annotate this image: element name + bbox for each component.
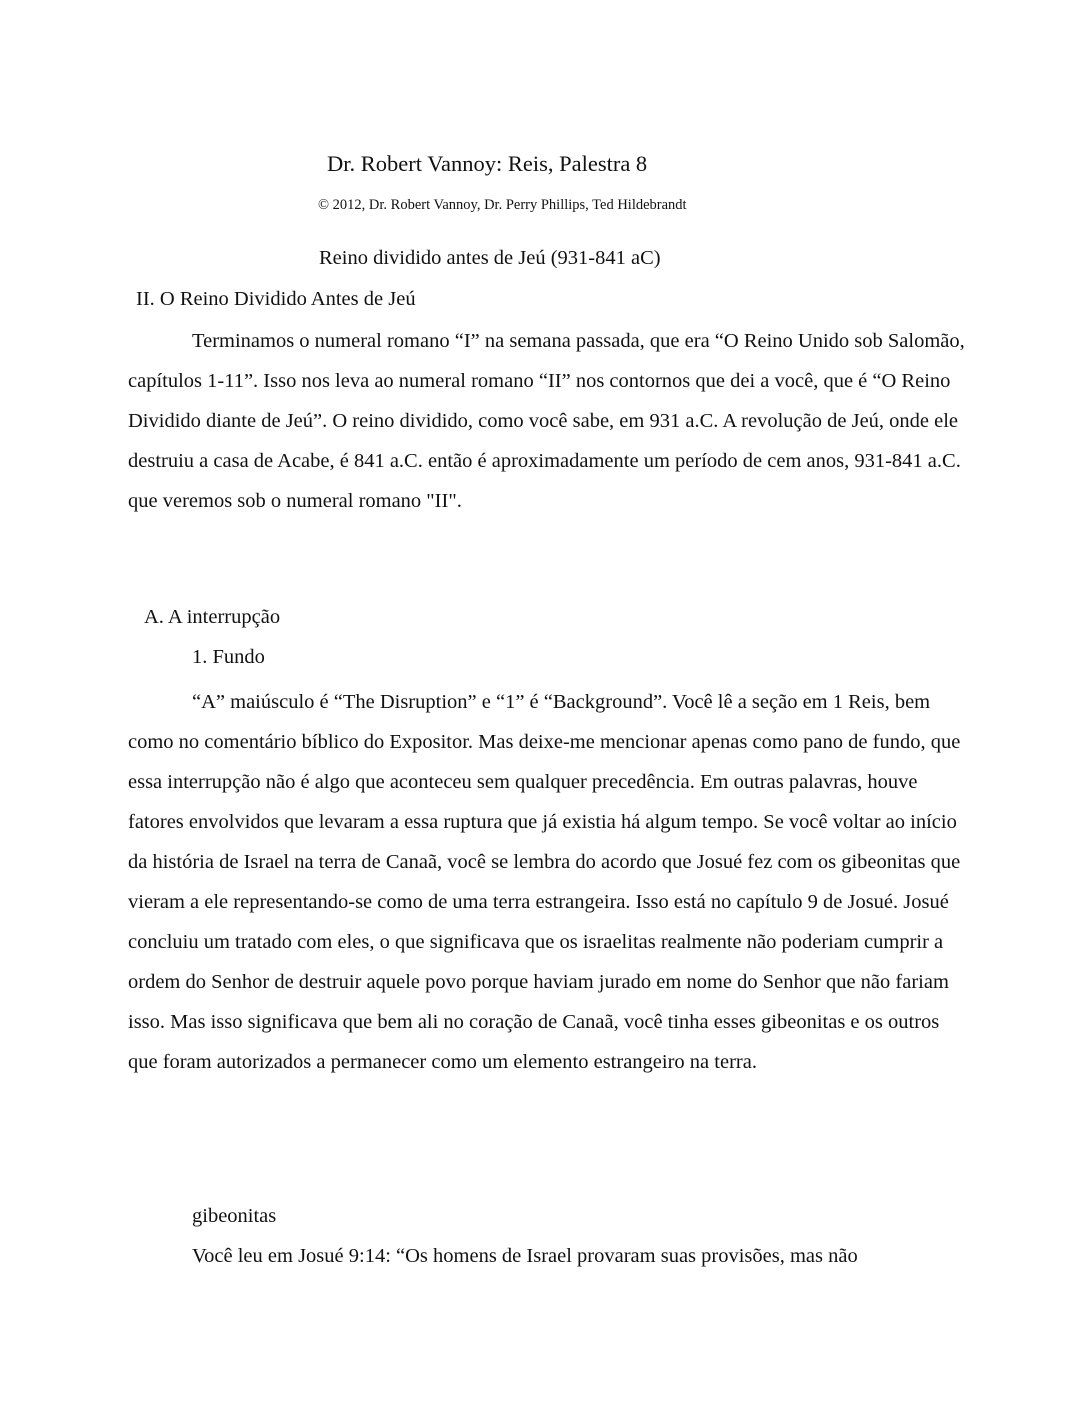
body-paragraph-1: Terminamos o numeral romano “I” na semana passada, que era “O Reino Unido sob Salomão, capítulos 1-11”. Isso nos leva ao numeral romano “II” nos contornos que dei a você, que é “O Reino Dividido diante de Jeú”. O reino dividido, como você sabe, em 931 a.C. A revolução de Jeú, onde ele destruiu a casa de Acabe, é 841 a.C. então é aproximadamente um período de cem anos, 931-841 a.C. que veremos sob o numeral romano "II". <box>128 330 965 512</box>
subheading-1: 1. Fundo <box>192 646 265 668</box>
section-heading: II. O Reino Dividido Antes de Jeú <box>136 288 416 310</box>
subheading-gibeonites: gibeonitas <box>192 1205 277 1227</box>
body-paragraph-3-start: Você leu em Josué 9:14: “Os homens de Israel provaram suas provisões, mas não <box>192 1245 858 1267</box>
copyright-notice: © 2012, Dr. Robert Vannoy, Dr. Perry Phillips, Ted Hildebrandt <box>318 197 687 213</box>
document-subtitle: Reino dividido antes de Jeú (931-841 aC) <box>319 247 661 269</box>
subheading-a: A. A interrupção <box>144 606 281 628</box>
document-title: Dr. Robert Vannoy: Reis, Palestra 8 <box>327 151 648 176</box>
body-paragraph-2: “A” maiúsculo é “The Disruption” e “1” é “Background”. Você lê a seção em 1 Reis, bem como no comentário bíblico do Expositor. Mas deixe-me mencionar apenas como pano de fundo, que essa interrupção não é algo que aconteceu sem qualquer precedência. Em outras palavras, houve fatores envolvidos que levaram a essa ruptura que já existia há algum tempo. Se você voltar ao início da história de Israel na terra de Canaã, você se lembra do acordo que Josué fez com os gibeonitas que vieram a ele representando-se como de uma terra estrangeira. Isso está no capítulo 9 de Josué. Josué concluiu um tratado com eles, o que significava que os israelitas realmente não poderiam cumprir a ordem do Senhor de destruir aquele povo porque haviam jurado em nome do Senhor que não fariam isso. Mas isso significava que bem ali no coração de Canaã, você tinha esses gibeonitas e os outros que foram autorizados a permanecer como um elemento estrangeiro na terra. <box>128 691 961 1073</box>
